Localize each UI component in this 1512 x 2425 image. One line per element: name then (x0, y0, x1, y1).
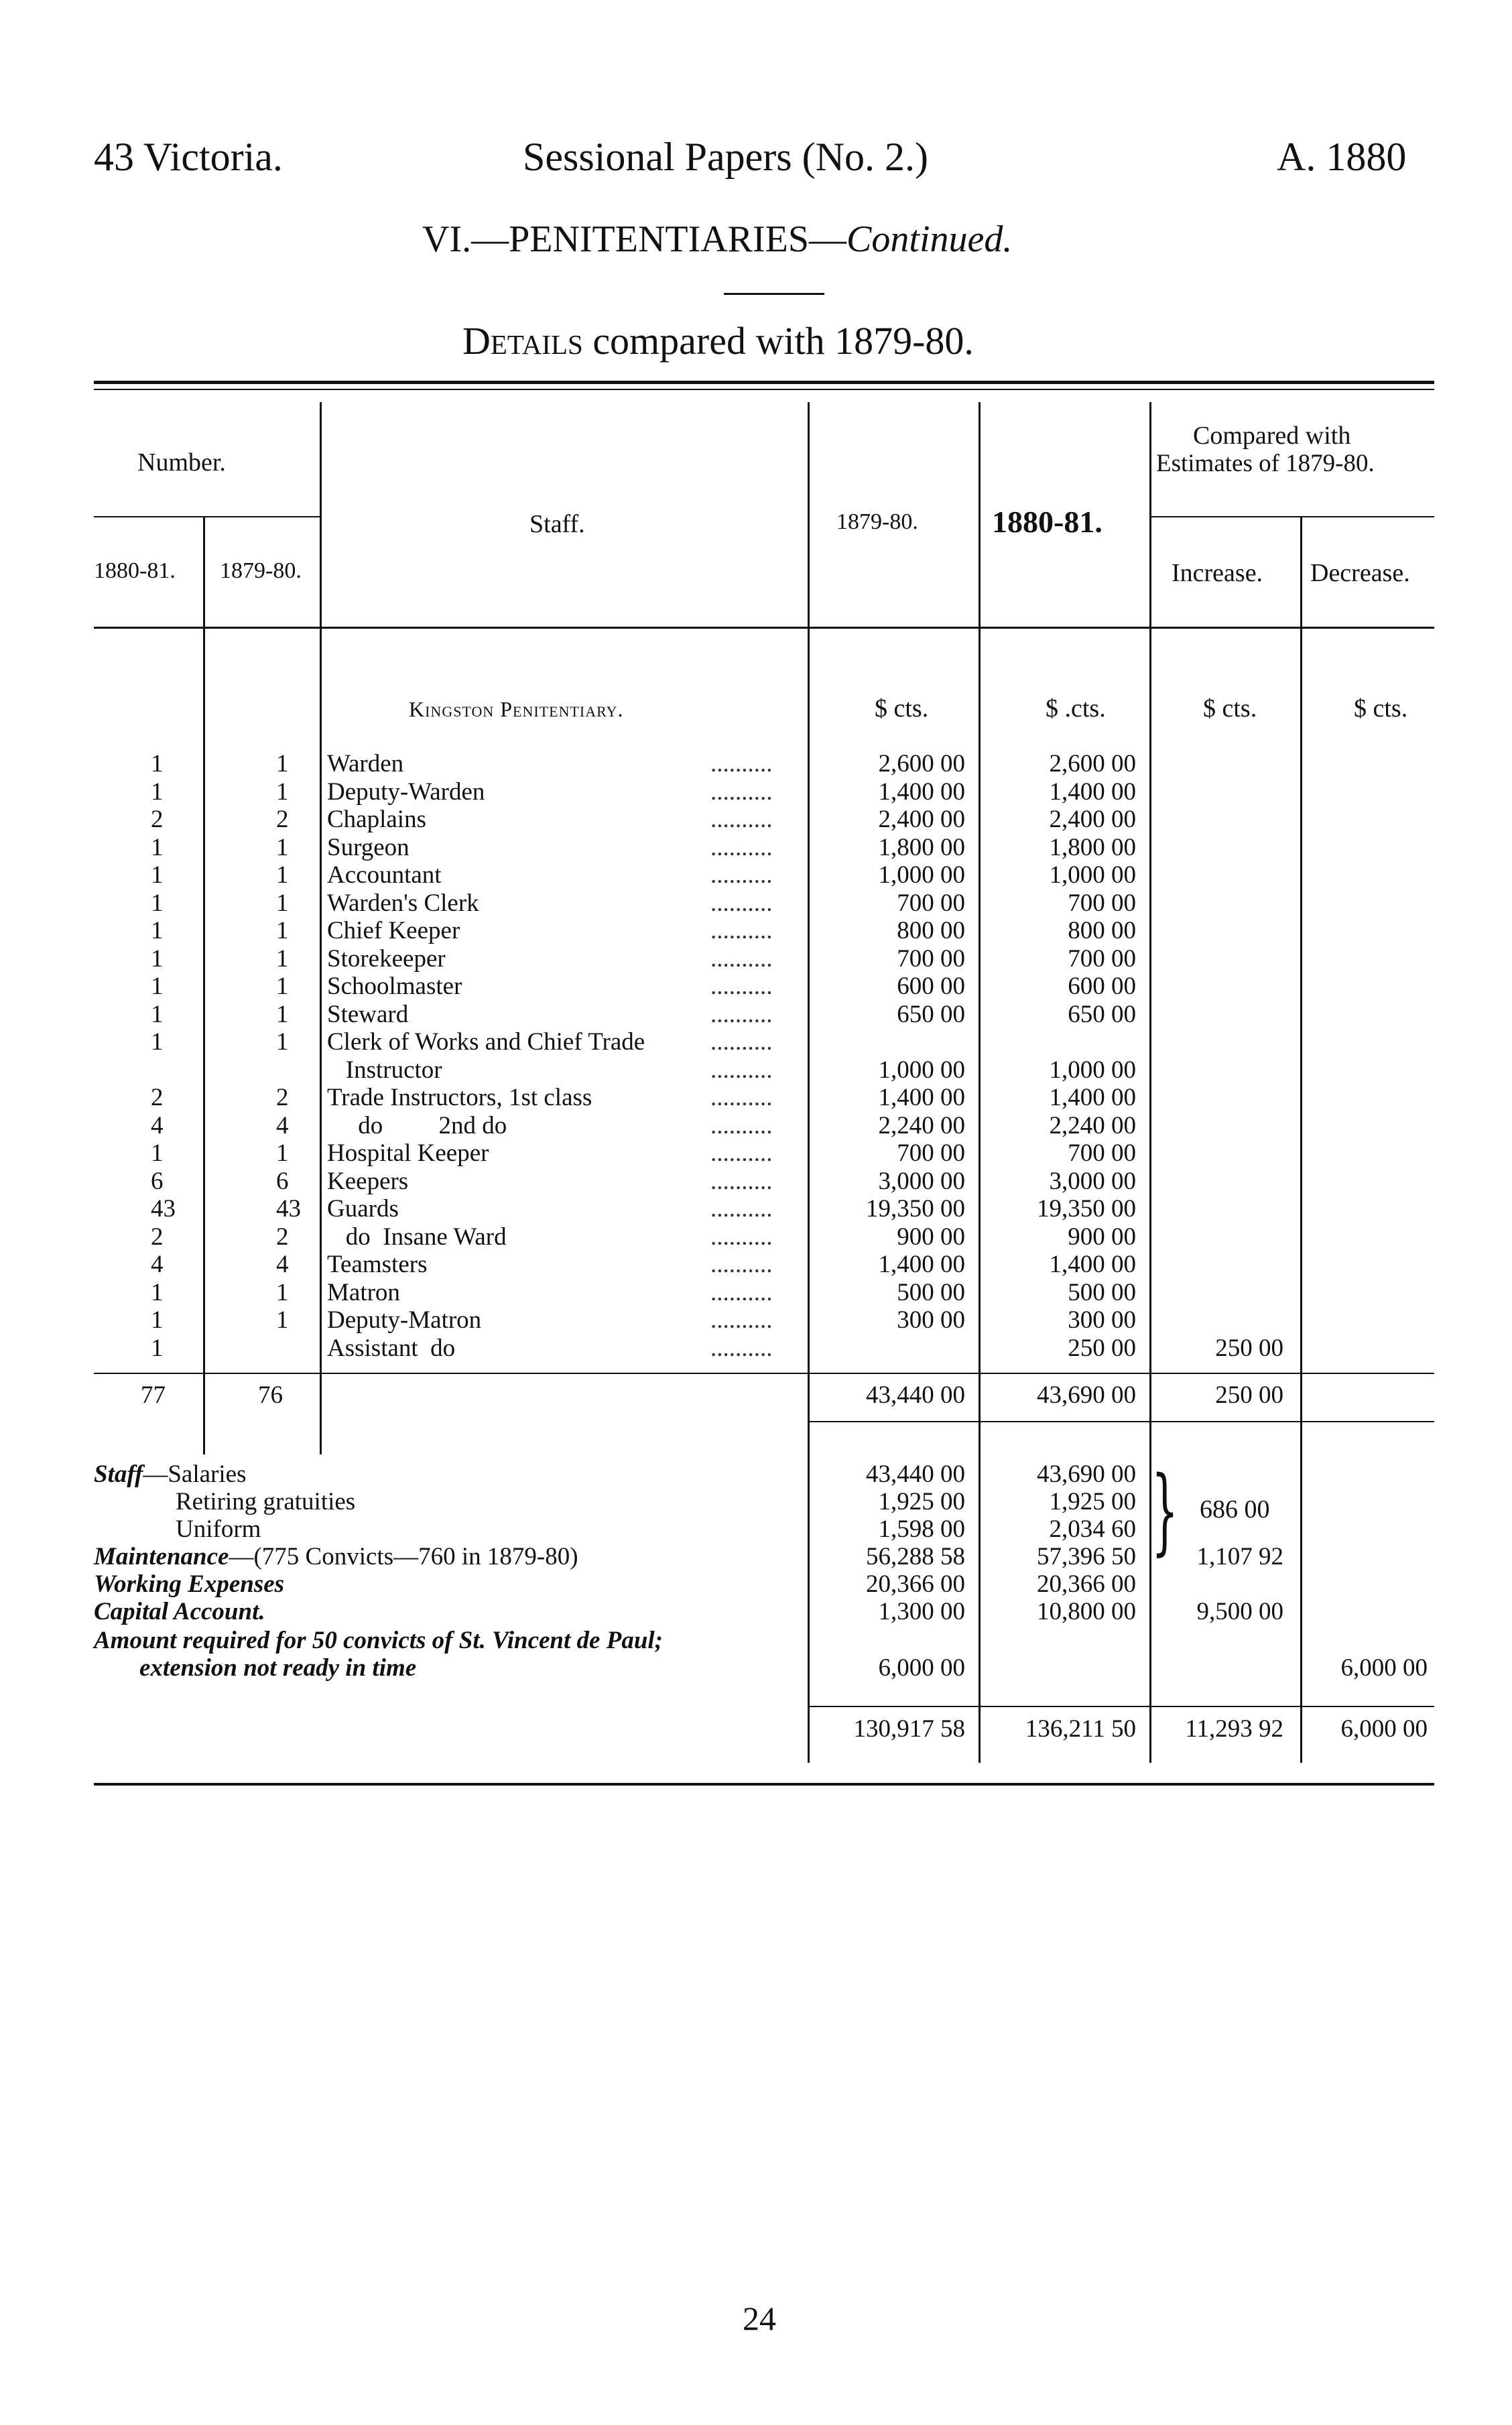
leader-dots: .......... (710, 1168, 773, 1195)
row-1880: 250 00 (1068, 1334, 1136, 1362)
table-top-rule-2 (94, 389, 1434, 390)
row-n1: 1 (151, 778, 164, 806)
row-n1: 2 (151, 1223, 164, 1251)
summary-1880: 20,366 00 (1037, 1570, 1136, 1598)
row-1879: 2,600 00 (878, 750, 965, 778)
row-1880: 3,000 00 (1049, 1167, 1136, 1195)
row-staff: Chief Keeper (327, 917, 460, 944)
table-row (0, 1224, 1512, 1251)
leader-dots: .......... (710, 973, 773, 1000)
row-staff: Keepers (327, 1167, 409, 1195)
institution-label: Kingston Penitentiary. (409, 697, 624, 721)
table-top-rule (94, 381, 1434, 384)
row-staff: do 2nd do (327, 1111, 507, 1139)
row-n1: 43 (151, 1195, 176, 1223)
summary-1880: 43,690 00 (1037, 1460, 1136, 1488)
table-row (0, 779, 1512, 806)
row-1879: 1,400 00 (878, 778, 965, 806)
brace: } (1151, 1456, 1179, 1566)
leader-dots: .......... (710, 751, 773, 778)
row-1879: 600 00 (897, 973, 965, 1000)
summary-label-italic: Maintenance (94, 1543, 229, 1570)
row-n1: 1 (151, 1028, 164, 1056)
row-n2: 2 (276, 1223, 289, 1251)
summary-1880: 2,034 60 (1049, 1515, 1136, 1543)
grand-b: 136,211 50 (1025, 1715, 1136, 1743)
row-n2: 6 (276, 1167, 289, 1195)
table-row (0, 1251, 1512, 1278)
grand-inc: 11,293 92 (1185, 1715, 1283, 1743)
row-1880: 19,350 00 (1037, 1195, 1136, 1223)
row-n2: 1 (276, 778, 289, 806)
table-row (0, 918, 1512, 944)
leader-dots: .......... (710, 1084, 773, 1111)
row-staff: Teamsters (327, 1251, 428, 1278)
header-rule (94, 516, 320, 517)
row-staff: Deputy-Warden (327, 778, 485, 806)
summary-increase: 1,107 92 (1196, 1543, 1283, 1570)
total-n2: 76 (258, 1381, 283, 1409)
leader-dots: .......... (710, 1056, 773, 1084)
row-staff: Surgeon (327, 833, 410, 861)
row-staff: do Insane Ward (327, 1223, 507, 1251)
leader-dots: .......... (710, 1001, 773, 1028)
leader-dots: .......... (710, 1196, 773, 1223)
sessional-papers-label: Sessional Papers (No. 2.) (523, 135, 928, 179)
row-staff: Assistant do (327, 1334, 456, 1362)
row-1880: 1,800 00 (1049, 833, 1136, 861)
row-staff: Trade Instructors, 1st class (327, 1084, 592, 1111)
table-row (0, 1084, 1512, 1111)
totals-rule (94, 1373, 1434, 1374)
row-n1: 1 (151, 973, 164, 1000)
session-label: 43 Victoria. (94, 135, 283, 179)
table-row (0, 1113, 1512, 1139)
row-1880: 900 00 (1068, 1223, 1136, 1251)
table-row (0, 1001, 1512, 1028)
row-1880: 1,000 00 (1049, 1056, 1136, 1084)
row-staff: Chaplains (327, 806, 426, 833)
unit-label: $ cts. (875, 694, 929, 723)
row-n2: 1 (276, 973, 289, 1000)
leader-dots: .......... (710, 778, 773, 806)
table-row (0, 1196, 1512, 1223)
table-row (0, 1057, 1512, 1084)
summary-1880: 10,800 00 (1037, 1598, 1136, 1625)
row-n2: 1 (276, 1000, 289, 1028)
leader-dots: .......... (710, 834, 773, 861)
row-1880: 1,000 00 (1049, 861, 1136, 889)
summary-1880: 57,396 50 (1037, 1543, 1136, 1570)
row-1880: 700 00 (1068, 889, 1136, 917)
row-1880: 600 00 (1068, 973, 1136, 1000)
row-1879: 1,000 00 (878, 1056, 965, 1084)
table-bottom-rule (94, 1783, 1434, 1786)
row-n1: 1 (151, 889, 164, 917)
row-n1: 1 (151, 1000, 164, 1028)
summary-1879: 1,300 00 (878, 1598, 965, 1625)
total-b: 43,690 00 (1037, 1381, 1136, 1409)
row-n1: 2 (151, 1084, 164, 1111)
summary-row (0, 1461, 1512, 1488)
row-1879: 2,240 00 (878, 1111, 965, 1139)
leader-dots: .......... (710, 1251, 773, 1278)
row-1879: 1,800 00 (878, 833, 965, 861)
row-1880: 700 00 (1068, 1139, 1136, 1167)
table-row (0, 862, 1512, 889)
subtitle: Details compared with 1879-80. (462, 319, 974, 363)
summary-label (94, 1544, 578, 1570)
row-n1: 1 (151, 1334, 164, 1362)
leader-dots: .......... (710, 889, 773, 917)
summary-decrease: 6,000 00 (1340, 1654, 1428, 1682)
row-n2: 1 (276, 889, 289, 917)
row-n1: 4 (151, 1111, 164, 1139)
totals-rule-bottom (808, 1421, 1434, 1422)
summary-label-rest: —(775 Convicts—760 in 1879-80) (229, 1543, 578, 1570)
summary-1879: 20,366 00 (866, 1570, 965, 1598)
table-row (0, 1280, 1512, 1306)
row-n2: 1 (276, 944, 289, 973)
row-n2: 43 (276, 1195, 301, 1223)
row-n1: 4 (151, 1251, 164, 1278)
row-n2: 1 (276, 1306, 289, 1334)
row-1880: 2,400 00 (1049, 806, 1136, 833)
row-n2: 2 (276, 806, 289, 833)
leader-dots: .......... (710, 1140, 773, 1167)
summary-1879: 56,288 58 (866, 1543, 965, 1570)
row-staff: Steward (327, 1000, 409, 1028)
row-1879: 700 00 (897, 944, 965, 973)
row-n1: 6 (151, 1167, 164, 1195)
row-staff: Storekeeper (327, 944, 446, 973)
increase-header: Increase. (1172, 559, 1263, 587)
table-row (0, 1140, 1512, 1167)
total-n1: 77 (141, 1381, 166, 1409)
grand-rule (808, 1706, 1434, 1707)
row-staff: Clerk of Works and Chief Trade (327, 1028, 645, 1056)
leader-dots: .......... (710, 918, 773, 944)
unit-label: $ cts. (1203, 694, 1257, 723)
summary-label: Retiring gratuities (176, 1488, 356, 1515)
table-row (0, 890, 1512, 917)
summary-label (94, 1461, 246, 1488)
summary-label: Uniform (176, 1515, 261, 1543)
number-header: Number. (137, 448, 226, 477)
leader-dots: .......... (710, 1307, 773, 1334)
leader-dots: .......... (710, 806, 773, 833)
row-n2: 1 (276, 1028, 289, 1056)
divider (724, 293, 824, 295)
summary-label-cont: extension not ready in time (139, 1654, 417, 1682)
row-n2: 1 (276, 1139, 289, 1167)
estimates-header: Estimates of 1879-80. (1156, 450, 1375, 477)
row-1879: 19,350 00 (866, 1195, 965, 1223)
row-n1: 1 (151, 1306, 164, 1334)
row-staff: Warden's Clerk (327, 889, 479, 917)
row-staff: Instructor (327, 1056, 442, 1084)
row-1879: 700 00 (897, 1139, 965, 1167)
row-n1: 1 (151, 833, 164, 861)
row-staff: Warden (327, 750, 404, 778)
grand-dec: 6,000 00 (1340, 1715, 1428, 1743)
summary-row (0, 1489, 1512, 1515)
summary-label: Capital Account. (94, 1598, 265, 1625)
row-1879: 1,400 00 (878, 1251, 965, 1278)
row-1880: 300 00 (1068, 1306, 1136, 1334)
y2-header: 1880-81. (992, 505, 1102, 539)
row-n2: 1 (276, 1278, 289, 1306)
totals-row (0, 1382, 1512, 1409)
row-1879: 900 00 (897, 1223, 965, 1251)
row-staff: Matron (327, 1278, 400, 1306)
row-1880: 650 00 (1068, 1000, 1136, 1028)
table-row (0, 973, 1512, 1000)
summary-label: Working Expenses (94, 1570, 285, 1598)
row-n2: 4 (276, 1111, 289, 1139)
row-n1: 1 (151, 1139, 164, 1167)
row-n2: 4 (276, 1251, 289, 1278)
summary-1879: 6,000 00 (878, 1654, 965, 1682)
summary-1879: 43,440 00 (866, 1460, 965, 1488)
summary-row (0, 1571, 1512, 1598)
row-staff: Accountant (327, 861, 442, 889)
row-n1: 1 (151, 750, 164, 778)
row-1880: 500 00 (1068, 1278, 1136, 1306)
row-1879: 1,400 00 (878, 1084, 965, 1111)
decrease-header: Decrease. (1310, 559, 1410, 587)
summary-row (0, 1627, 1512, 1682)
table-row (0, 946, 1512, 973)
table-row (0, 751, 1512, 778)
table-row (0, 806, 1512, 833)
row-n2: 1 (276, 861, 289, 889)
row-n1: 2 (151, 806, 164, 833)
row-n2: 2 (276, 1084, 289, 1111)
table-row (0, 1029, 1512, 1056)
staff-header: Staff. (529, 510, 585, 538)
row-1879: 700 00 (897, 889, 965, 917)
row-n2: 1 (276, 917, 289, 944)
row-n1: 1 (151, 944, 164, 973)
row-1880: 1,400 00 (1049, 778, 1136, 806)
header-bottom-rule (94, 627, 1434, 629)
header-rule (1149, 516, 1434, 517)
row-1880: 700 00 (1068, 944, 1136, 973)
summary-row (0, 1516, 1512, 1543)
table-row (0, 1307, 1512, 1334)
row-staff: Schoolmaster (327, 973, 462, 1000)
total-a: 43,440 00 (866, 1381, 965, 1409)
row-1879: 2,400 00 (878, 806, 965, 833)
leader-dots: .......... (710, 1112, 773, 1139)
summary-1879: 1,598 00 (878, 1515, 965, 1543)
summary-increase: 9,500 00 (1196, 1598, 1283, 1625)
n1-header: 1880-81. (94, 558, 176, 583)
row-1879: 500 00 (897, 1278, 965, 1306)
row-1879: 300 00 (897, 1306, 965, 1334)
summary-1880: 1,925 00 (1049, 1488, 1136, 1515)
unit-label: $ .cts. (1046, 694, 1106, 723)
row-staff: Guards (327, 1195, 399, 1223)
table-row (0, 1168, 1512, 1195)
page-number: 24 (743, 2300, 776, 2337)
grand-a: 130,917 58 (853, 1715, 965, 1743)
row-staff: Hospital Keeper (327, 1139, 489, 1167)
summary-label-italic: Staff (94, 1460, 143, 1488)
summary-label-rest: —Salaries (143, 1460, 247, 1488)
leader-dots: .......... (710, 1334, 773, 1362)
row-staff: Deputy-Matron (327, 1306, 482, 1334)
leader-dots: .......... (710, 1223, 773, 1251)
leader-dots: .......... (710, 1279, 773, 1306)
summary-row (0, 1599, 1512, 1625)
row-1880: 2,240 00 (1049, 1111, 1136, 1139)
row-1880: 1,400 00 (1049, 1084, 1136, 1111)
year-label: A. 1880 (1277, 135, 1407, 179)
section-title: VI.—PENITENTIARIES—Continued. (422, 219, 1013, 260)
leader-dots: .......... (710, 1029, 773, 1056)
row-n2: 1 (276, 750, 289, 778)
summary-row (0, 1544, 1512, 1570)
row-n1: 1 (151, 1278, 164, 1306)
row-1879: 3,000 00 (878, 1167, 965, 1195)
row-1880: 800 00 (1068, 917, 1136, 944)
row-1880: 1,400 00 (1049, 1251, 1136, 1278)
total-inc: 250 00 (1215, 1381, 1283, 1409)
row-1879: 1,000 00 (878, 861, 965, 889)
compared-header: Compared with (1193, 422, 1351, 450)
row-n2: 1 (276, 833, 289, 861)
row-n1: 1 (151, 861, 164, 889)
table-row (0, 1335, 1512, 1362)
row-n1: 1 (151, 917, 164, 944)
leader-dots: .......... (710, 945, 773, 973)
row-1880: 2,600 00 (1049, 750, 1136, 778)
y1-header: 1879-80. (836, 509, 918, 534)
row-1879: 650 00 (897, 1000, 965, 1028)
table-row (0, 834, 1512, 861)
leader-dots: .......... (710, 862, 773, 889)
unit-label: $ cts. (1354, 694, 1408, 723)
grand-total-row (0, 1716, 1512, 1743)
bracket-increase: 686 00 (1200, 1495, 1270, 1524)
row-increase: 250 00 (1215, 1334, 1283, 1362)
n2-header: 1879-80. (220, 558, 302, 583)
summary-label: Amount required for 50 convicts of St. Vincent de Paul; (94, 1627, 663, 1654)
summary-1879: 1,925 00 (878, 1488, 965, 1515)
row-1879: 800 00 (897, 917, 965, 944)
